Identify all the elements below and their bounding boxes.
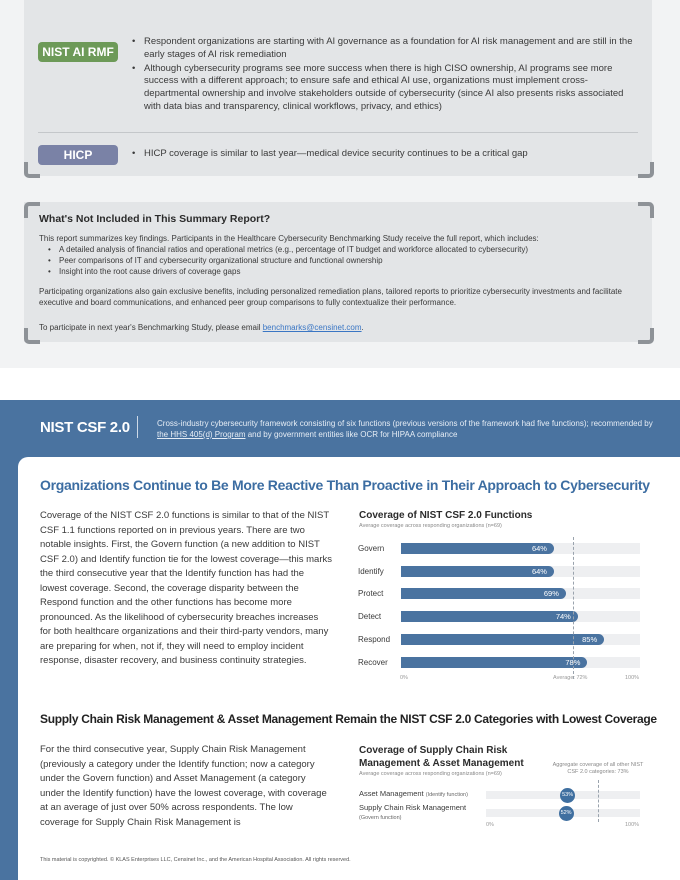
bar-value-label: 74% (555, 612, 571, 622)
axis-min-label: 0% (400, 675, 408, 681)
list-item: • Peer comparisons of IT and cybersecurity organizational structure and functional ownership (46, 255, 636, 266)
section2-heading: Supply Chain Risk Management & Asset Management Remain the NIST CSF 2.0 Categories with Lowest Coverage (40, 712, 657, 726)
framework-summary-panel (24, 0, 652, 176)
section2-paragraph: For the third consecutive year, Supply Chain Risk Management (previously a category under the Identify function; now a category under the Govern function) and Asset Management (a category under the Identify function) have the lowest coverage, with coverage at an average of just over 50% across respondents. The low coverage for Supply Chain Risk Management is (40, 744, 327, 828)
bar-value-label: 78% (565, 657, 581, 667)
bar-value-label: 64% (531, 566, 547, 576)
participate-text: To participate in next year's Benchmarking Study, please email benchmarks@censinet.com. (39, 323, 364, 332)
email-link[interactable]: benchmarks@censinet.com (262, 323, 362, 332)
data-point: 53% (560, 788, 575, 803)
nist-ai-rmf-bullets (130, 36, 636, 115)
axis-min-label: 0% (486, 822, 494, 828)
bracket-corner (24, 328, 40, 344)
hicp-bullets (130, 148, 636, 162)
list-item: • Although cybersecurity programs see more success when there is high CISO ownership, AI programs see more success with a different approach; to ensure safe and ethical AI use, organizations must implement cross-departmental ownership and involve stakeholders outside of cybersecurity (since AI also presents risks associated with data bias and transparency, clinical workflows, privacy, and ethics) (130, 63, 636, 114)
bracket-corner (638, 328, 654, 344)
aggregate-note: Aggregate coverage of all other NIST CSF 2.0 categories: 73% (552, 762, 644, 775)
bracket-corner (638, 162, 654, 178)
chart1-title: Coverage of NIST CSF 2.0 Functions (359, 510, 533, 521)
not-included-list (46, 244, 636, 277)
bracket-corner (24, 202, 40, 218)
section1-paragraph: Coverage of the NIST CSF 2.0 functions is similar to that of the NIST CSF 1.1 functions reported on in previous years. There are two notable insights. First, the Govern function (a new addition to NIST CSF 2.0) and Identify function tie for the lowest coverage—this marks the third consecutive year that the Identify function has had the lowest coverage. Second, the coverage disparity between the Respond function and the other functions has become more pronounced. As the likelihood of cybersecurity breaches increases for both healthcare organizations and their third-party vendors, many are preparing for when, not if, they will need to employ incident response, disaster recovery, and business continuity strategies. (40, 510, 332, 666)
not-included-title: What's Not Included in This Summary Report? (39, 213, 271, 225)
divider (38, 132, 638, 133)
category-label: Recover (358, 657, 388, 667)
aggregate-line (598, 780, 599, 822)
axis-max-label: 100% (625, 822, 640, 828)
data-point: 52% (559, 806, 574, 821)
axis-max-label: 100% (625, 675, 640, 681)
page-gap (0, 368, 680, 400)
category-label: Govern (358, 544, 385, 553)
copyright-notice: This material is copyrighted. © KLAS Enterprises LLC, Censinet Inc., and the American Hospital Association. All rights reserved. (40, 857, 351, 863)
list-item: • Insight into the root cause drivers of coverage gaps (46, 266, 636, 277)
bar-value-label: 64% (531, 544, 547, 553)
bracket-corner (24, 162, 40, 178)
bar-value-label: 69% (543, 589, 559, 599)
chart2-subtitle: Average coverage across responding organizations (n=69) (359, 771, 502, 777)
category-label: Asset Management (Identify function) (359, 789, 468, 798)
csf-description: Cross-industry cybersecurity framework consisting of six functions (previous versions of the framework had five functions); recommended by the HHS 405(d) Program and by government entities like OCR for HIPAA compliance (157, 419, 653, 439)
average-label: Average: 72% (553, 675, 588, 681)
category-label: Respond (358, 634, 391, 644)
bar-value-label: 85% (582, 634, 598, 644)
bracket-corner (638, 202, 654, 218)
category-label: Detect (358, 612, 382, 622)
not-included-paragraph: Participating organizations also gain exclusive benefits, including personalized remediation plans, tailored reports to prioritize cybersecurity investments and facilitate executive and board communications, and enhanced peer group comparisons to fully contextualize their performance. (39, 287, 622, 307)
category-label: Protect (358, 589, 384, 599)
header-separator (137, 416, 138, 438)
not-included-panel (24, 202, 652, 342)
hhs-405d-link[interactable]: the HHS 405(d) Program (157, 430, 246, 439)
average-line (573, 537, 574, 679)
nist-ai-rmf-badge: NIST AI RMF (38, 42, 118, 62)
list-item: • Respondent organizations are starting with AI governance as a foundation for AI risk management and are still in the early stages of AI risk remediation (130, 36, 636, 62)
list-item: • A detailed analysis of financial ratios and operational metrics (e.g., percentage of IT budget and workforce allocated to cybersecurity) (46, 244, 636, 255)
list-item: • HICP coverage is similar to last year—medical device security continues to be a critical gap (130, 148, 636, 161)
chart2-title: Coverage of Supply Chain Risk Management & Asset Management (359, 745, 524, 769)
chart1-subtitle: Average coverage across responding organizations (n=69) (359, 523, 502, 529)
csf-title: NIST CSF 2.0 (40, 419, 130, 436)
category-label: Supply Chain Risk Management (Govern function) (359, 803, 467, 821)
section1-heading: Organizations Continue to Be More Reactive Than Proactive in Their Approach to Cybersecurity (40, 477, 650, 493)
hicp-badge: HICP (38, 145, 118, 165)
category-label: Identify (358, 566, 384, 576)
not-included-intro: This report summarizes key findings. Participants in the Healthcare Cybersecurity Benchmarking Study receive the full report, which includes: (39, 234, 539, 243)
